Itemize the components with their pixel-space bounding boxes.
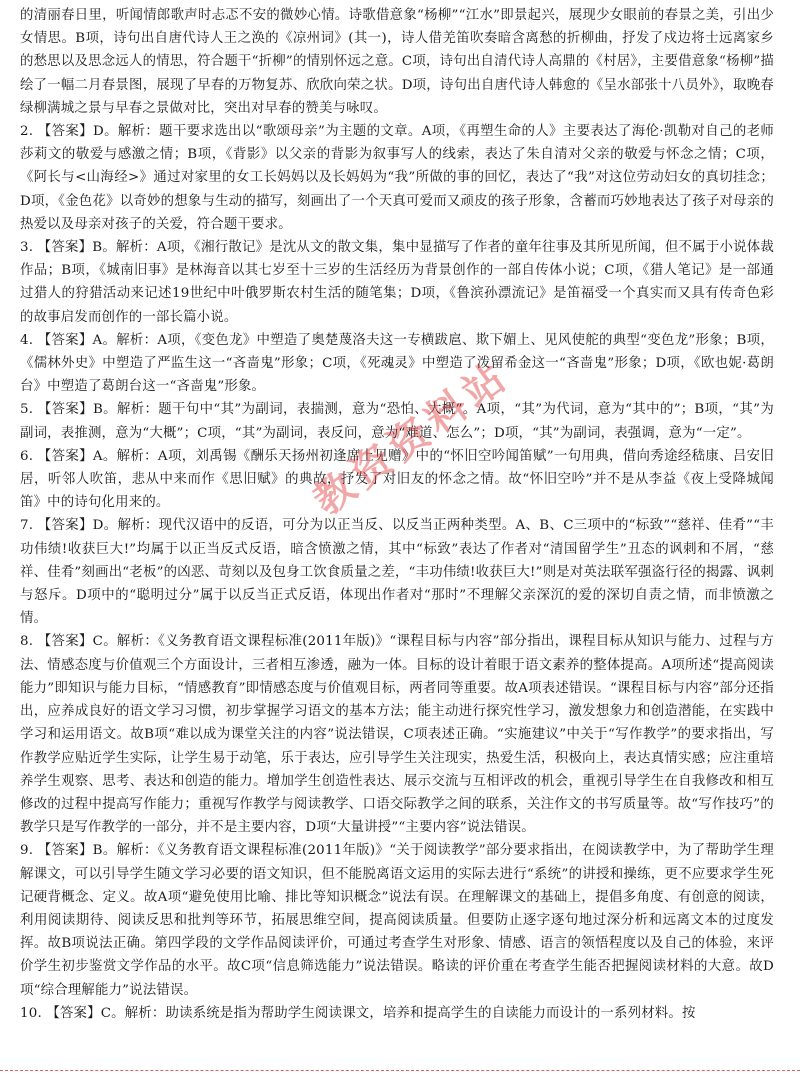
paragraph-answer-6: 6. 【答案】A。解析：A项，刘禹锡《酬乐天扬州初逢席上见赠》中的“怀旧空吟闻笛赋”一句用典，借向秀途经嵇康、吕安旧居，听邻人吹笛，悲从中来而作《思旧赋》的典故，抒发了对旧友的怀念之情。故“怀旧空吟”并不是从李益《夜上受降城闻笛》中的诗句化用来的。 — [20, 448, 774, 511]
paragraph-answer-5: 5. 【答案】B。解析：题干句中“其”为副词，表揣测，意为“恐怕、大概”。A项，“其”为代词，意为“其中的”；B项，“其”为副词，表推测，意为“大概”；C项，“其”为副词，表反问，意为“难道、怎么”；D项，“其”为副词，表强调，意为“一定”。 — [20, 402, 774, 441]
bottom-divider — [0, 1070, 800, 1071]
paragraph-continuation-q1: 的清丽春日里，听闻情郎歌声时忐忑不安的微妙心情。诗歌借意象“杨柳”“江水”即景起兴，展现少女眼前的春景之美，引出少女情思。B项，诗句出自唐代诗人王之涣的《凉州词》(其一)，诗人借羌笛吹奏暗含离愁的折柳曲，抒发了戍边将士远离家乡的愁思以及思念远人的情思，符合题干“折柳”的情别怀远之意。C项，诗句出自清代诗人高鼎的《村居》，主要借意象“杨柳”描绘了一幅二月春景图，展现了早春的万物复苏、欣欣向荣之状。D项，诗句出自唐代诗人韩愈的《呈水部张十八员外》，取晚春绿柳满城之景与早春之景做对比，突出对早春的赞美与咏叹。 — [20, 8, 774, 116]
paragraph-answer-7: 7. 【答案】D。解析：现代汉语中的反语，可分为以正当反、以反当正两种类型。A、B、C三项中的“标致”“慈祥、佳肴”“丰功伟绩!收获巨大!”均属于以正当反式反语，暗含愤激之情，其中“标致”表达了作者对“清国留学生”丑态的讽刺和不屑，“慈祥、佳肴”刻画出“老板”的凶恶、苛刻以及包身工饮食质量之差，“丰功伟绩!收获巨大!”则是对英法联军强盗行径的揭露、讽刺与怒斥。D项中的“聪明过分”属于以反当正式反语，体现出作者对“那时”不理解父亲深沉的爱的深切自责之情，而非愤激之情。 — [20, 518, 774, 627]
paragraph-answer-9: 9. 【答案】B。解析：《义务教育语文课程标准(2011年版)》“关于阅读教学”部分要求指出，在阅读教学中，为了帮助学生理解课文，可以引导学生随文学习必要的语文知识，但不能脱离语文运用的实际去进行“系统”的讲授和操练，更不应要求学生死记硬背概念、定义。故A项“避免使用比喻、排比等知识概念”说法有误。在理解课文的基础上，提倡多角度、有创意的阅读，利用阅读期待、阅读反思和批判等环节，拓展思维空间，提高阅读质量。但要防止逐字逐句地过深分析和远离文本的过度发挥。故B项说法正确。第四学段的文学作品阅读评价，可通过考查学生对形象、情感、语言的领悟程度以及自己的体验，来评价学生初步鉴赏文学作品的水平。故C项“信息筛选能力”说法错误。略读的评价重在考查学生能否把握阅读材料的大意。故D项“综合理解能力”说法错误。 — [20, 843, 774, 998]
watermark-text: 教资资料站 — [305, 352, 519, 525]
paragraph-answer-2: 2. 【答案】D。解析：题干要求选出以“歌颂母亲”为主题的文章。A项，《再塑生命的人》主要表达了海伦·凯勒对自己的老师莎莉文的敬爱与感激之情；B项，《背影》以父亲的背影为叙事写人的线索，表达了朱自清对父亲的敬爱与怀念之情；C项，《阿长与<山海经>》通过对家里的女工长妈妈以及长妈妈为“我”所做的事的回忆，表达了“我”对这位劳动妇女的真切挂念；D项，《金色花》以奇妙的想象与生动的描写，刻画出了一个天真可爱而又顽皮的孩子形象，含蓄而巧妙地表达了孩子对母亲的热爱以及母亲对孩子的关爱，符合题干要求。 — [20, 124, 774, 232]
paragraph-answer-4: 4. 【答案】A。解析：A项，《变色龙》中塑造了奥楚蔑洛夫这一专横跋扈、欺下媚上、见风使舵的典型“变色龙”形象；B项，《儒林外史》中塑造了严监生这一“吝啬鬼”形象；C项，《死魂灵》中塑造了泼留希金这一“吝啬鬼”形象；D项，《欧也妮·葛朗台》中塑造了葛朗台这一“吝啬鬼”形象。 — [20, 332, 774, 395]
paragraph-answer-10: 10. 【答案】C。解析：助读系统是指为帮助学生阅读课文，培养和提高学生的自读能力而设计的一系列材料。按 — [20, 1005, 696, 1021]
paragraph-answer-8: 8. 【答案】C。解析：《义务教育语文课程标准(2011年版)》“课程目标与内容”部分指出，课程目标从知识与能力、过程与方法、情感态度与价值观三个方面设计，三者相互渗透，融为一体。目标的设计着眼于语文素养的整体提高。A项所述“提高阅读能力”即知识与能力目标，“情感教育”即情感态度与价值观目标，两者同等重要。故A项表述错误。“课程目标与内容”部分还指出，应养成良好的语文学习习惯，初步掌握学习语文的基本方法；能主动进行探究性学习，激发想象力和创造潜能，在实践中学习和运用语文。故B项“难以成为课堂关注的内容”说法错误，C项表述正确。“实施建议”中关于“写作教学”的要求指出，写作教学应贴近学生实际，让学生易于动笔，乐于表达，应引导学生关注现实，热爱生活，积极向上，表达真情实感；应注重培养学生观察、思考、表达和创造的能力。增加学生创造性表达、展示交流与互相评改的机会，重视引导学生在自我修改和相互修改的过程中提高写作能力；重视写作教学与阅读教学、口语交际教学之间的联系，关注作文的书写质量等。故“写作技巧”的教学只是写作教学的一部分，并不是主要内容，D项“大量讲授”“主要内容”说法错误。 — [20, 634, 774, 836]
paragraph-answer-3: 3. 【答案】B。解析：A项，《湘行散记》是沈从文的散文集，集中显描写了作者的童年往事及其所见所闻，但不属于小说体裁作品；B项，《城南旧事》是林海音以其七岁至十三岁的生活经历为背景创作的一部自传体小说；C项，《猎人笔记》是一部通过猎人的狩猎活动来记述19世纪中叶俄罗斯农村生活的随笔集；D项，《鲁滨孙漂流记》是笛福受一个真实而又具有传奇色彩的故事启发而创作的一部长篇小说。 — [20, 240, 774, 325]
